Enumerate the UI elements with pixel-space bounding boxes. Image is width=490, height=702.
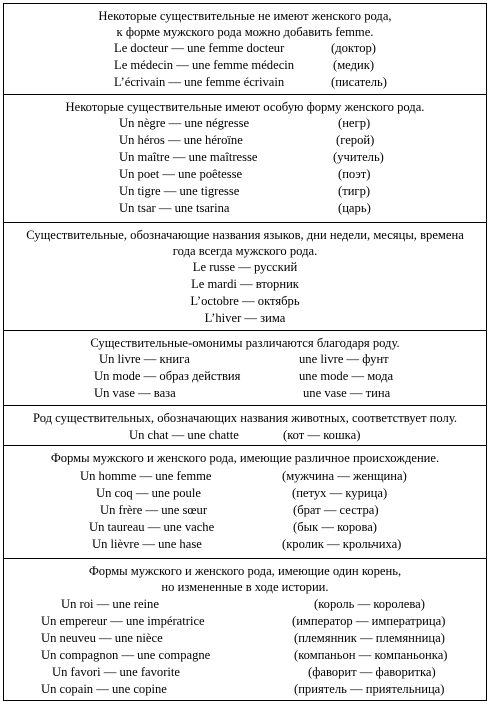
section-header-line: Некоторые существительные не имеют женского рода, [98, 9, 392, 23]
section-always-masculine [4, 223, 486, 331]
example-translation: (негр) [338, 116, 371, 130]
example-translation: (царь) [338, 201, 371, 215]
example-french: L’écrivain — une femme écrivain [114, 75, 285, 89]
example-translation: (кролик — крольчиха) [282, 537, 402, 551]
section-header-line: Существительные-омонимы различаются благодаря роду. [90, 336, 400, 350]
section-header-line: Некоторые существительные имеют особую форму женского рода. [65, 100, 425, 114]
example-translation: (тигр) [338, 184, 371, 198]
example-french: Un taureau — une vache [89, 520, 215, 534]
example-translation: (племянник — племянница) [294, 631, 445, 645]
section-special-feminine [4, 95, 486, 223]
example-french: Un tigre — une tigresse [119, 184, 240, 198]
section-same-root [4, 559, 486, 700]
example-pair: Le mardi — вторник [191, 277, 299, 291]
example-french: Un tsar — une tsarina [119, 201, 230, 215]
example-french: Un compagnon — une compagne [41, 648, 211, 662]
example-translation: (кот — кошка) [283, 428, 361, 442]
section-header-line: Существительные, обозначающие названия языков, дни недели, месяцы, времена [26, 228, 464, 242]
example-french: Le médecin — une femme médecin [114, 58, 295, 72]
example-pair: Le russe — русский [192, 260, 298, 274]
example-translation: (петух — курица) [292, 486, 388, 500]
example-french: Un copain — une copine [41, 682, 167, 696]
example-pair: L’octobre — октябрь [190, 294, 300, 308]
section-header-line: Формы мужского и женского рода, имеющие один корень, [88, 564, 402, 578]
section-different-origin [4, 446, 486, 559]
example-french: Un neuveu — une nièce [41, 631, 163, 645]
example-translation: (доктор) [331, 41, 376, 55]
example-french: Un homme — une femme [80, 469, 212, 483]
example-translation: (бык — корова) [293, 520, 378, 534]
feminine-homonym: une vase — тина [303, 386, 391, 400]
section-homonyms [4, 331, 486, 406]
example-french: Un empereur — une impératrice [41, 614, 205, 628]
example-french: Un chat — une chatte [129, 428, 239, 442]
example-pair: L’hiver — зима [204, 311, 286, 325]
example-french: Le docteur — une femme docteur [114, 41, 285, 55]
section-header-line: года всегда мужского рода. [172, 244, 318, 258]
example-translation: (мужчина — женщина) [282, 469, 407, 483]
masculine-homonym: Un mode — образ действия [94, 369, 241, 383]
example-translation: (медик) [333, 58, 375, 72]
example-french: Un coq — une poule [96, 486, 201, 500]
feminine-homonym: une mode — мода [299, 369, 394, 383]
example-translation: (король — королева) [314, 597, 425, 611]
example-french: Un favori — une favorite [52, 665, 180, 679]
section-header-line: Род существительных, обозначающих названия животных, соответствует полу. [33, 411, 457, 425]
example-translation: (компаньон — компаньонка) [294, 648, 448, 662]
example-translation: (поэт) [338, 167, 371, 181]
section-header-line: к форме мужского рода можно добавить femme. [116, 25, 374, 39]
grammar-table [3, 3, 487, 701]
example-translation: (герой) [336, 133, 375, 147]
example-french: Un héros — une héroïne [119, 133, 243, 147]
example-translation: (фаворит — фаворитка) [308, 665, 436, 679]
example-french: Un lièvre — une hase [92, 537, 202, 551]
example-translation: (приятель — приятельница) [294, 682, 445, 696]
example-french: Un poet — une poêtesse [119, 167, 243, 181]
example-french: Un maître — une maîtresse [119, 150, 258, 164]
example-translation: (учитель) [333, 150, 384, 164]
section-nouns-with-femme [4, 4, 486, 95]
example-french: Un roi — une reine [61, 597, 159, 611]
example-translation: (брат — сестра) [293, 503, 379, 517]
section-header-line: Формы мужского и женского рода, имеющие различное происхождение. [50, 451, 440, 465]
section-header-line: но измененные в ходе истории. [161, 580, 329, 594]
example-french: Un nègre — une négresse [119, 116, 250, 130]
masculine-homonym: Un vase — ваза [94, 386, 176, 400]
masculine-homonym: Un livre — книга [99, 352, 190, 366]
section-animals [4, 406, 486, 446]
feminine-homonym: une livre — фунт [299, 352, 389, 366]
example-translation: (император — императрица) [292, 614, 446, 628]
example-french: Un frère — une sœur [100, 503, 208, 517]
example-translation: (писатель) [331, 75, 387, 89]
